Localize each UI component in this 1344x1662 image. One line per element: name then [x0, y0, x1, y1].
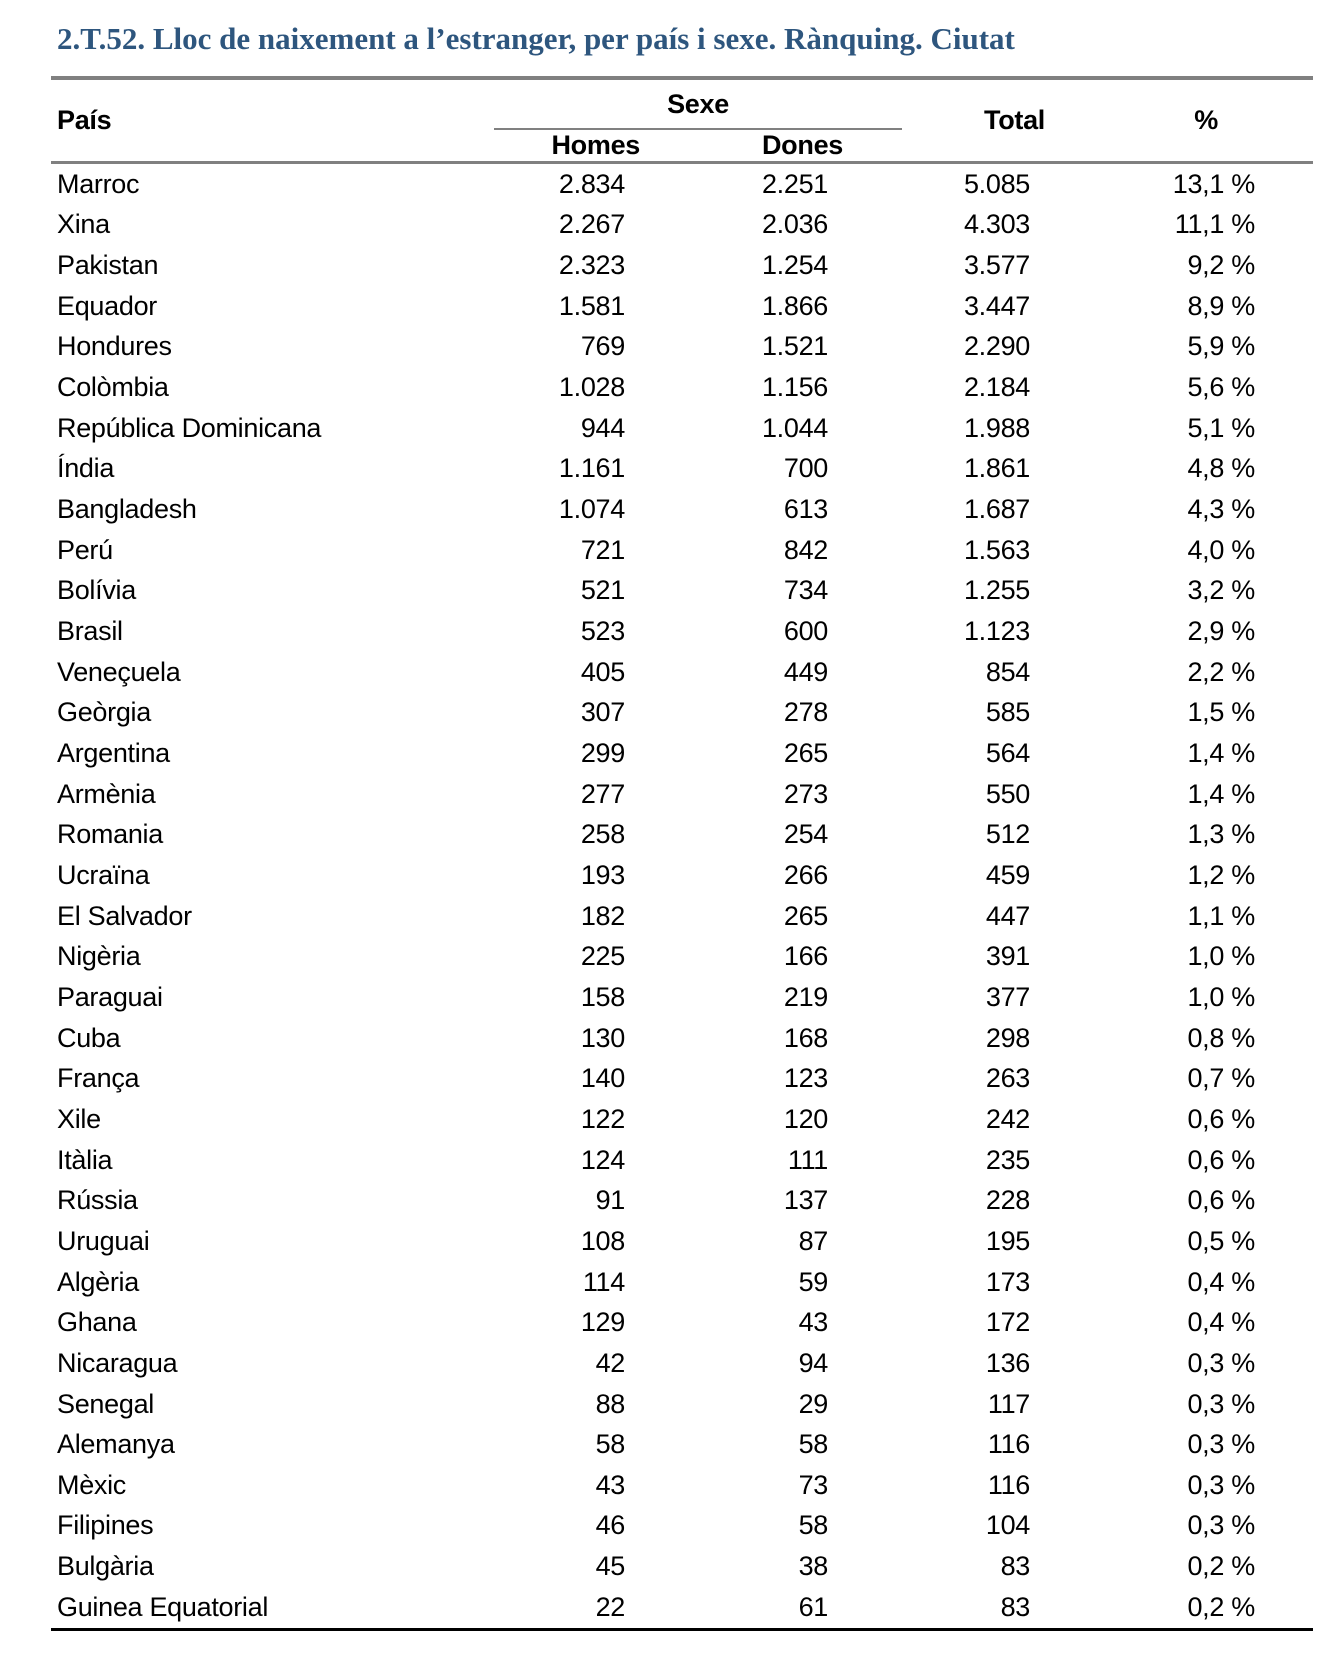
dones-cell: 254: [783, 819, 829, 850]
table-row: [51, 1302, 1313, 1343]
country-cell: Cuba: [57, 1022, 121, 1053]
homes-cell: 43: [595, 1469, 625, 1500]
percent-cell: 2,2 %: [1187, 656, 1256, 687]
percent-cell: 11,1 %: [1174, 209, 1256, 240]
homes-cell: 88: [595, 1388, 625, 1419]
dones-cell: 38: [798, 1551, 829, 1582]
homes-cell: 1.028: [558, 372, 625, 403]
dones-cell: 58: [798, 1429, 829, 1460]
total-cell: 447: [985, 900, 1031, 931]
document-page: [51, 0, 1313, 1631]
dones-cell: 266: [783, 859, 829, 890]
percent-cell: 0,6 %: [1187, 1103, 1256, 1134]
table-row: [51, 245, 1313, 286]
homes-cell: 225: [580, 941, 625, 972]
country-cell: Ghana: [57, 1307, 137, 1338]
table-row: [51, 1058, 1313, 1099]
percent-cell: 3,2 %: [1187, 575, 1256, 606]
percent-cell: 4,3 %: [1187, 494, 1256, 525]
table-row: [51, 1262, 1313, 1303]
percent-cell: 5,6 %: [1187, 372, 1256, 403]
table-row: [51, 936, 1313, 977]
total-cell: 2.184: [963, 372, 1031, 403]
total-cell: 2.290: [963, 331, 1031, 362]
total-cell: 512: [985, 819, 1031, 850]
dones-cell: 111: [787, 1144, 829, 1175]
table-row: [51, 1465, 1313, 1506]
table-header-percent: %: [1194, 105, 1219, 135]
dones-cell: 449: [783, 656, 829, 687]
percent-cell: 1,4 %: [1187, 738, 1256, 769]
total-cell: 136: [985, 1347, 1031, 1378]
table-header-total: Total: [984, 105, 1046, 135]
table-row: [51, 693, 1313, 734]
dones-cell: 94: [798, 1347, 829, 1378]
homes-cell: 769: [580, 331, 625, 362]
table-row: [51, 611, 1313, 652]
country-cell: Hondures: [57, 331, 172, 362]
total-cell: 298: [985, 1022, 1031, 1053]
homes-cell: 182: [580, 900, 625, 931]
table-row: [51, 652, 1313, 693]
dones-cell: 1.866: [761, 290, 829, 321]
total-cell: 391: [985, 941, 1031, 972]
dones-cell: 1.156: [761, 372, 829, 403]
table-row: [51, 774, 1313, 815]
dones-cell: 166: [783, 941, 829, 972]
total-cell: 242: [985, 1103, 1031, 1134]
table-row: [51, 896, 1313, 937]
total-cell: 173: [985, 1266, 1031, 1297]
dones-cell: 219: [783, 981, 829, 1012]
total-cell: 3.577: [963, 250, 1031, 281]
total-cell: 1.255: [963, 575, 1031, 606]
homes-cell: 1.581: [558, 290, 625, 321]
homes-cell: 46: [595, 1510, 625, 1541]
table-row: [51, 1180, 1313, 1221]
homes-cell: 158: [580, 981, 625, 1012]
country-cell: Bangladesh: [57, 494, 197, 525]
homes-cell: 2.323: [558, 250, 625, 281]
total-cell: 1.123: [963, 616, 1031, 647]
homes-cell: 42: [595, 1347, 625, 1378]
homes-cell: 307: [580, 697, 625, 728]
dones-cell: 43: [798, 1307, 829, 1338]
country-cell: França: [57, 1063, 140, 1094]
dones-cell: 600: [783, 616, 829, 647]
table-header: [51, 80, 1313, 163]
total-cell: 263: [985, 1063, 1031, 1094]
country-cell: El Salvador: [57, 900, 192, 931]
country-cell: Filipines: [57, 1510, 154, 1541]
total-cell: 83: [1000, 1551, 1031, 1582]
dones-cell: 29: [798, 1388, 829, 1419]
homes-cell: 114: [582, 1266, 625, 1297]
country-cell: República Dominicana: [57, 412, 322, 443]
country-cell: Nicaragua: [57, 1347, 178, 1378]
country-cell: Brasil: [57, 616, 123, 647]
total-cell: 1.861: [963, 453, 1031, 484]
country-cell: Argentina: [57, 738, 170, 769]
homes-cell: 124: [580, 1144, 625, 1175]
percent-cell: 0,3 %: [1187, 1347, 1256, 1378]
country-cell: Colòmbia: [57, 372, 169, 403]
table-row: [51, 733, 1313, 774]
country-cell: Romania: [57, 819, 163, 850]
sexe-underline: [494, 80, 902, 130]
page-title: 2.T.52. Lloc de naixement a l’estranger, per país i sexe. Rànquing. Ciutat: [57, 21, 1015, 56]
table-row: [51, 489, 1313, 530]
homes-cell: 140: [580, 1063, 625, 1094]
percent-cell: 0,6 %: [1187, 1185, 1256, 1216]
country-cell: Ucraïna: [57, 859, 150, 890]
percent-cell: 1,0 %: [1187, 941, 1256, 972]
total-cell: 3.447: [963, 290, 1031, 321]
dones-cell: 2.036: [761, 209, 829, 240]
percent-cell: 0,7 %: [1187, 1063, 1256, 1094]
total-cell: 116: [987, 1429, 1031, 1460]
table-row: [51, 408, 1313, 449]
country-cell: Uruguai: [57, 1225, 150, 1256]
percent-cell: 5,9 %: [1187, 331, 1256, 362]
percent-cell: 0,3 %: [1187, 1469, 1256, 1500]
total-cell: 117: [987, 1388, 1031, 1419]
table-row: [51, 163, 1313, 205]
dones-cell: 87: [798, 1225, 829, 1256]
country-cell: Rússia: [57, 1185, 138, 1216]
homes-cell: 944: [580, 412, 625, 443]
percent-cell: 0,3 %: [1187, 1510, 1256, 1541]
total-cell: 1.988: [963, 412, 1031, 443]
percent-cell: 8,9 %: [1187, 290, 1256, 321]
country-cell: Índia: [57, 453, 115, 484]
total-cell: 377: [985, 981, 1031, 1012]
homes-cell: 277: [580, 778, 625, 809]
percent-cell: 0,3 %: [1187, 1429, 1256, 1460]
dones-cell: 1.044: [761, 412, 829, 443]
homes-cell: 299: [580, 738, 625, 769]
country-cell: Perú: [57, 534, 113, 565]
country-cell: Itàlia: [57, 1144, 113, 1175]
country-cell: Bulgària: [57, 1551, 154, 1582]
percent-cell: 2,9 %: [1187, 616, 1256, 647]
country-cell: Guinea Equatorial: [57, 1591, 269, 1622]
table-header-pais: País: [57, 105, 112, 135]
dones-cell: 700: [783, 453, 829, 484]
total-cell: 1.563: [963, 534, 1031, 565]
country-cell: Algèria: [57, 1266, 139, 1297]
country-cell: Pakistan: [57, 250, 159, 281]
total-cell: 235: [985, 1144, 1031, 1175]
table-row: [51, 1343, 1313, 1384]
dones-cell: 1.254: [761, 250, 829, 281]
percent-cell: 0,2 %: [1187, 1591, 1256, 1622]
country-cell: Xina: [57, 209, 110, 240]
percent-cell: 0,4 %: [1187, 1307, 1256, 1338]
table-row: [51, 1546, 1313, 1587]
dones-cell: 120: [783, 1103, 829, 1134]
homes-cell: 45: [595, 1551, 625, 1582]
homes-cell: 58: [595, 1429, 625, 1460]
country-cell: Marroc: [57, 168, 140, 199]
table-row: [51, 367, 1313, 408]
homes-cell: 258: [580, 819, 625, 850]
table-row: [51, 1018, 1313, 1059]
percent-cell: 4,0 %: [1187, 534, 1256, 565]
dones-cell: 273: [783, 778, 829, 809]
homes-cell: 1.161: [558, 453, 625, 484]
table-row: [51, 205, 1313, 246]
homes-cell: 122: [580, 1103, 625, 1134]
homes-cell: 1.074: [558, 494, 625, 525]
percent-cell: 9,2 %: [1187, 250, 1256, 281]
country-cell: Armènia: [57, 778, 156, 809]
homes-cell: 108: [580, 1225, 625, 1256]
total-cell: 550: [985, 778, 1031, 809]
table-row: [51, 571, 1313, 612]
country-cell: Senegal: [57, 1388, 154, 1419]
homes-cell: 129: [580, 1307, 625, 1338]
dones-cell: 168: [783, 1022, 829, 1053]
total-cell: 564: [985, 738, 1031, 769]
table-row: [51, 1506, 1313, 1547]
table-row: [51, 1099, 1313, 1140]
percent-cell: 1,1 %: [1187, 900, 1256, 931]
homes-cell: 2.834: [558, 168, 625, 199]
percent-cell: 0,4 %: [1187, 1266, 1256, 1297]
percent-cell: 0,5 %: [1187, 1225, 1256, 1256]
total-cell: 172: [985, 1307, 1031, 1338]
percent-cell: 13,1 %: [1172, 168, 1256, 199]
table-header-dones: Dones: [761, 130, 844, 160]
percent-cell: 1,3 %: [1187, 819, 1256, 850]
homes-cell: 193: [580, 859, 625, 890]
homes-cell: 91: [595, 1185, 625, 1216]
total-cell: 4.303: [963, 209, 1031, 240]
dones-cell: 2.251: [761, 168, 829, 199]
country-cell: Bolívia: [57, 575, 136, 606]
total-cell: 116: [987, 1469, 1031, 1500]
total-cell: 459: [985, 859, 1031, 890]
homes-cell: 405: [580, 656, 625, 687]
dones-cell: 137: [783, 1185, 829, 1216]
country-cell: Paraguai: [57, 981, 163, 1012]
table-row: [51, 530, 1313, 571]
dones-cell: 842: [783, 534, 829, 565]
total-cell: 5.085: [963, 168, 1031, 199]
table-row: [51, 286, 1313, 327]
dones-cell: 734: [783, 575, 829, 606]
homes-cell: 22: [595, 1591, 625, 1622]
dones-cell: 265: [783, 900, 829, 931]
homes-cell: 130: [580, 1022, 625, 1053]
dones-cell: 61: [798, 1591, 829, 1622]
total-cell: 585: [985, 697, 1031, 728]
table-row: [51, 815, 1313, 856]
total-cell: 195: [985, 1225, 1031, 1256]
table-row: [51, 1221, 1313, 1262]
percent-cell: 1,5 %: [1187, 697, 1256, 728]
country-cell: Equador: [57, 290, 157, 321]
dones-cell: 1.521: [761, 331, 829, 362]
percent-cell: 1,2 %: [1187, 859, 1256, 890]
percent-cell: 5,1 %: [1187, 412, 1256, 443]
percent-cell: 0,8 %: [1187, 1022, 1256, 1053]
country-cell: Nigèria: [57, 941, 141, 972]
dones-cell: 613: [783, 494, 829, 525]
homes-cell: 523: [580, 616, 625, 647]
homes-cell: 2.267: [558, 209, 625, 240]
country-cell: Geòrgia: [57, 697, 151, 728]
table-row: [51, 327, 1313, 368]
percent-cell: 1,4 %: [1187, 778, 1256, 809]
table-row: [51, 1140, 1313, 1181]
percent-cell: 1,0 %: [1187, 981, 1256, 1012]
table-header-homes: Homes: [551, 130, 640, 160]
dones-cell: 59: [798, 1266, 829, 1297]
table-row: [51, 977, 1313, 1018]
country-cell: Alemanya: [57, 1429, 175, 1460]
table-header-sexe: Sexe: [667, 88, 729, 119]
table-body: [51, 163, 1313, 1630]
total-cell: 83: [1000, 1591, 1031, 1622]
homes-cell: 521: [580, 575, 625, 606]
percent-cell: 0,6 %: [1187, 1144, 1256, 1175]
country-cell: Xile: [57, 1103, 101, 1134]
dones-cell: 73: [798, 1469, 829, 1500]
country-cell: Mèxic: [57, 1469, 127, 1500]
table-row: [51, 1424, 1313, 1465]
table-row: [51, 1587, 1313, 1629]
country-cell: Veneçuela: [57, 656, 181, 687]
total-cell: 228: [985, 1185, 1031, 1216]
table-row: [51, 449, 1313, 490]
total-cell: 1.687: [963, 494, 1031, 525]
percent-cell: 0,2 %: [1187, 1551, 1256, 1582]
ranking-table: [51, 80, 1313, 1631]
homes-cell: 721: [580, 534, 625, 565]
total-cell: 104: [985, 1510, 1031, 1541]
dones-cell: 265: [783, 738, 829, 769]
percent-cell: 4,8 %: [1187, 453, 1256, 484]
table-row: [51, 855, 1313, 896]
dones-cell: 278: [783, 697, 829, 728]
table-row: [51, 1384, 1313, 1425]
percent-cell: 0,3 %: [1187, 1388, 1256, 1419]
dones-cell: 58: [798, 1510, 829, 1541]
table-header-sexe-group: [455, 80, 843, 130]
total-cell: 854: [985, 656, 1031, 687]
dones-cell: 123: [783, 1063, 829, 1094]
